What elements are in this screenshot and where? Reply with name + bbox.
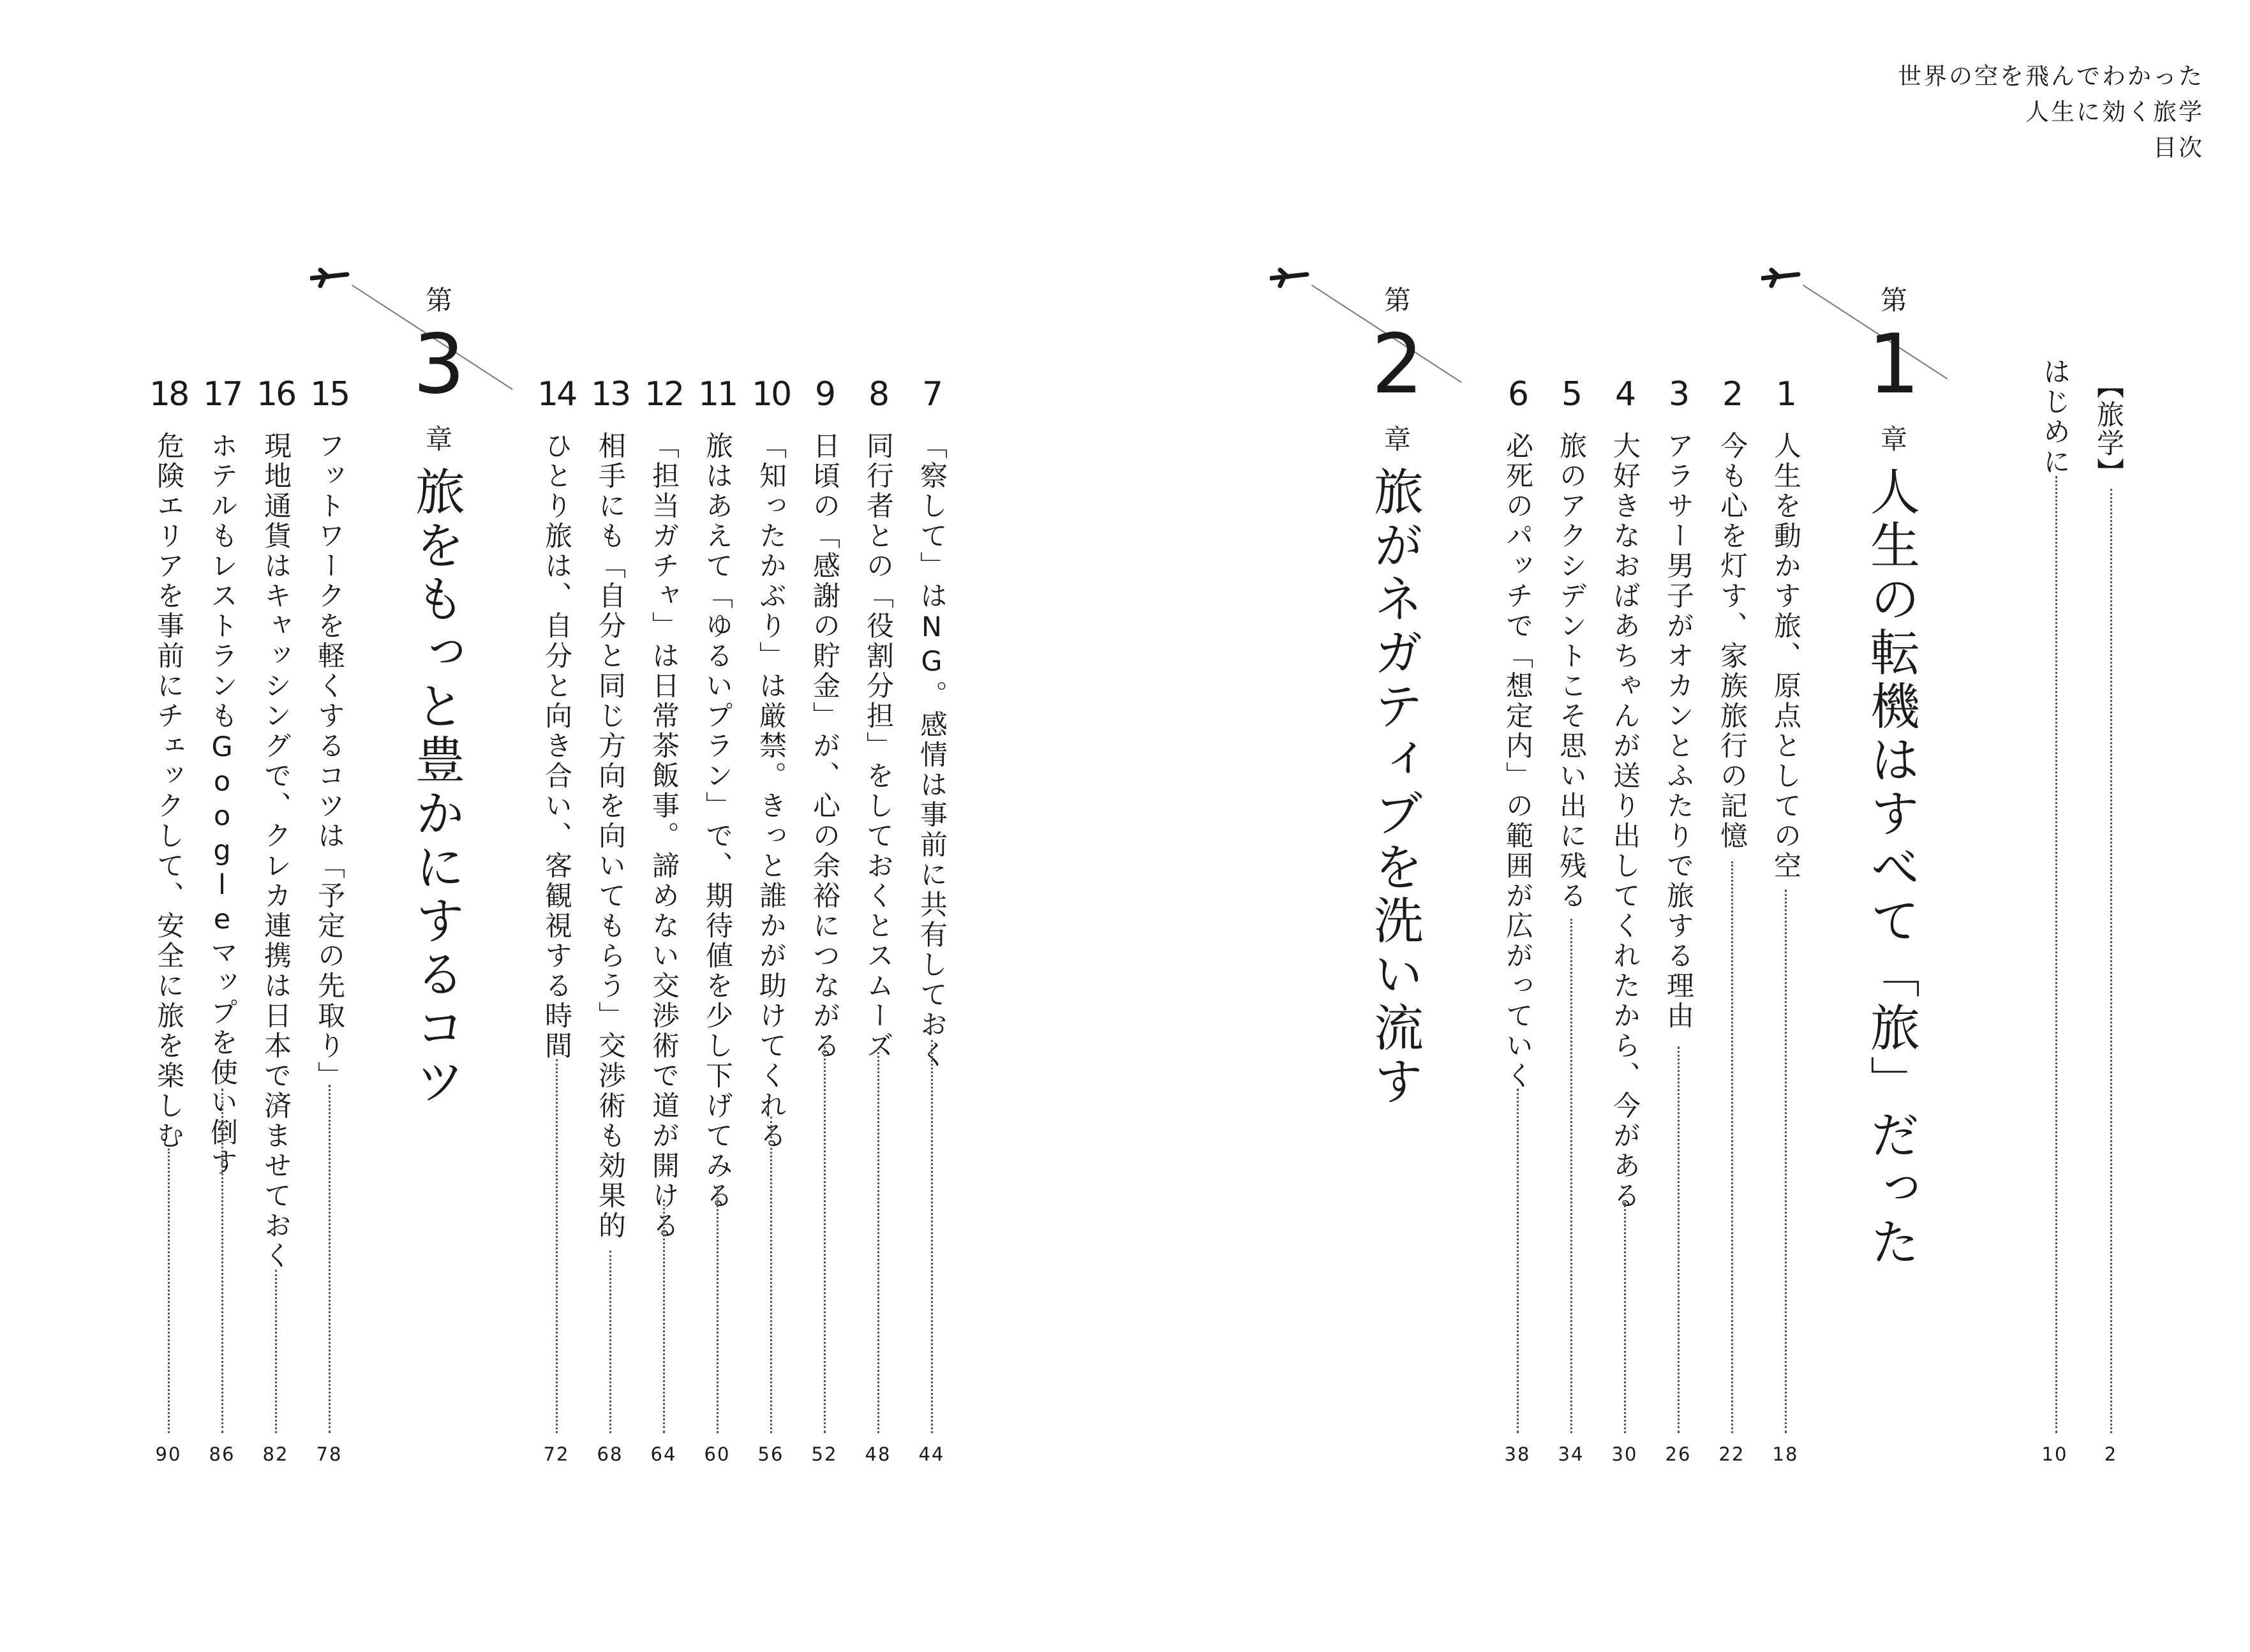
dot-leader — [1517, 1089, 1519, 1433]
section-number: 13 — [591, 375, 630, 413]
dot-leader — [824, 1046, 826, 1433]
intro-title: はじめに — [2039, 357, 2071, 477]
page-number: 26 — [1665, 1443, 1692, 1465]
book-title-line1: 世界の空を飛んでわかった — [1898, 63, 2204, 90]
section-number: 11 — [698, 375, 737, 413]
chapter-suffix: 章 — [1383, 424, 1411, 455]
section-number: 7 — [921, 375, 942, 413]
chapter-title: 人生の転機はすべて「旅」だった — [1862, 466, 1919, 1270]
section-number: 2 — [1722, 375, 1742, 413]
section-title: 「担当ガチャ」は日常茶飯事。諦めない交渉術で道が開ける — [648, 431, 680, 1241]
section-number: 18 — [149, 375, 188, 413]
dot-leader — [221, 1089, 223, 1433]
page-number: 68 — [597, 1443, 623, 1465]
dot-leader — [717, 1187, 719, 1433]
section-number: 1 — [1775, 375, 1796, 413]
page-number: 2 — [2104, 1443, 2118, 1465]
section-number: 4 — [1614, 375, 1635, 413]
section-title: 人生を動かす旅、原点としての空 — [1769, 431, 1801, 881]
chapter-prefix: 第 — [1880, 285, 1907, 316]
section-title: 今も心を灯す、家族旅行の記憶 — [1716, 431, 1748, 851]
chapter-number: 2 — [1371, 317, 1424, 412]
toc-label: 目次 — [2153, 134, 2204, 161]
dot-leader — [1731, 861, 1733, 1433]
chapter-number: 1 — [1868, 317, 1920, 412]
section-number: 14 — [537, 375, 576, 413]
dot-leader — [1785, 889, 1787, 1433]
section-title: 相手にも「自分と同じ方向を向いてもらう」交渉術も効果的 — [594, 431, 626, 1241]
airplane-icon — [1761, 267, 1802, 288]
section-title: 現地通貨はキャッシングで、クレカ連携は日本で済ませておく — [260, 431, 292, 1271]
section-title: 旅はあえて「ゆるいプラン」で、期待値を少し下げてみる — [701, 431, 733, 1211]
dot-leader — [1678, 1046, 1680, 1433]
section-title: 必死のパッチで「想定内」の範囲が広がっていく — [1501, 431, 1533, 1091]
dot-leader — [663, 1200, 665, 1433]
section-title: 旅のアクシデントこそ思い出に残る — [1555, 431, 1587, 911]
section-title: ひとり旅は、自分と向き合い、客観視する時間 — [540, 431, 572, 1061]
page-number: 60 — [704, 1443, 731, 1465]
page-number: 10 — [2041, 1443, 2068, 1465]
book-title-line2: 人生に効く旅学 — [2025, 98, 2204, 126]
dot-leader — [2110, 489, 2112, 1433]
chapter-title: 旅をもっと豊かにするコツ — [407, 466, 465, 1109]
intro-title: 【旅学】 — [2092, 371, 2124, 486]
page-number: 56 — [757, 1443, 784, 1465]
page-number: 86 — [209, 1443, 235, 1465]
page-number: 44 — [918, 1443, 945, 1465]
page-number: 64 — [650, 1443, 677, 1465]
page-number: 52 — [811, 1443, 838, 1465]
section-title: 危険エリアを事前にチェックして、安全に旅を楽しむ — [153, 431, 184, 1151]
dot-leader — [168, 1149, 170, 1433]
chapter-title: 旅がネガティブを洗い流す — [1366, 466, 1423, 1109]
chapter-suffix: 章 — [425, 424, 452, 455]
section-number: 5 — [1561, 375, 1581, 413]
section-title: 日頃の「感謝の貯金」が、心の余裕につながる — [808, 431, 840, 1061]
page-number: 78 — [316, 1443, 343, 1465]
page-number: 72 — [543, 1443, 570, 1465]
dot-leader — [931, 1040, 933, 1433]
section-title: 大好きなおばあちゃんが送り出してくれたから、今がある — [1609, 431, 1641, 1211]
dot-leader — [2055, 476, 2057, 1433]
airplane-icon — [310, 267, 351, 288]
section-number: 12 — [644, 375, 683, 413]
book-header — [1847, 59, 2204, 166]
section-number: 10 — [752, 375, 791, 413]
dot-leader — [877, 1048, 879, 1433]
chapter-number: 3 — [413, 317, 465, 412]
section-number: 17 — [203, 375, 242, 413]
airplane-icon — [1270, 267, 1311, 288]
section-number: 15 — [310, 375, 349, 413]
page-number: 38 — [1504, 1443, 1531, 1465]
section-number: 6 — [1507, 375, 1528, 413]
section-title: ホテルもレストランもGoogleマップを使い倒す — [206, 431, 238, 1178]
dot-leader — [609, 1251, 611, 1433]
dot-leader — [1570, 919, 1572, 1433]
dot-leader — [1624, 1202, 1626, 1433]
section-title: フットワークを軽くするコツは「予定の先取り」 — [313, 431, 345, 1091]
section-title: 「察して」はNG。感情は事前に共有しておく — [916, 431, 948, 1070]
section-number: 8 — [868, 375, 888, 413]
section-title: 「知ったかぶり」は厳禁。きっと誰かが助けてくれる — [755, 431, 787, 1151]
page-number: 22 — [1718, 1443, 1745, 1465]
page-number: 82 — [262, 1443, 289, 1465]
section-title: 同行者との「役割分担」をしておくとスムーズ — [862, 431, 894, 1061]
section-title: アラサー男子がオカンとふたりで旅する理由 — [1662, 431, 1694, 1031]
dot-leader — [770, 1117, 772, 1433]
chapter-prefix: 第 — [425, 285, 452, 316]
dot-leader — [329, 1085, 331, 1433]
page-number: 34 — [1558, 1443, 1584, 1465]
page-number: 30 — [1611, 1443, 1638, 1465]
page-number: 90 — [155, 1443, 182, 1465]
section-number: 16 — [257, 375, 295, 413]
page-number: 48 — [865, 1443, 891, 1465]
dot-leader — [556, 1059, 558, 1433]
section-number: 3 — [1668, 375, 1688, 413]
dot-leader — [275, 1270, 277, 1433]
section-number: 9 — [814, 375, 835, 413]
chapter-prefix: 第 — [1383, 285, 1411, 316]
page-number: 18 — [1772, 1443, 1799, 1465]
chapter-suffix: 章 — [1880, 424, 1907, 455]
